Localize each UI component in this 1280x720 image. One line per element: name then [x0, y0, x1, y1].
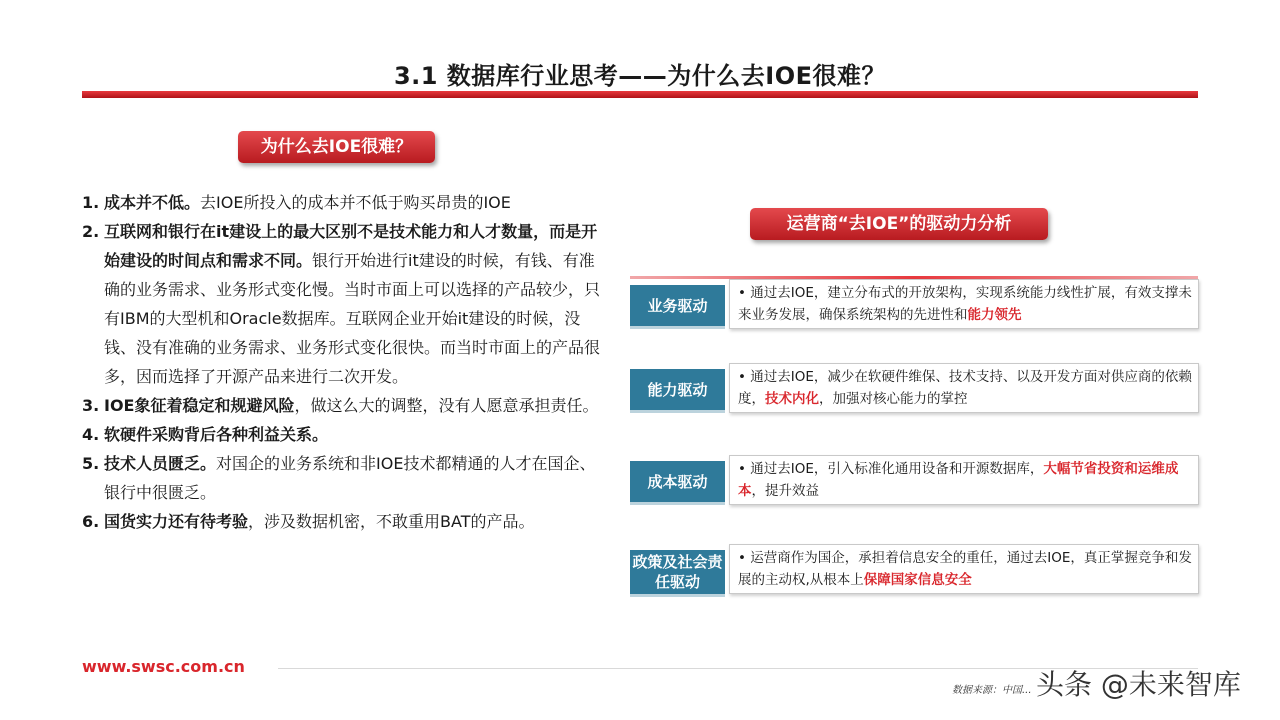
reason-item: 3. IOE象征着稳定和规避风险，做这么大的调整，没有人愿意承担责任。 [82, 396, 599, 415]
driver-label: 业务驱动 [630, 285, 725, 329]
driver-description: • 通过去IOE，建立分布式的开放架构，实现系统能力线性扩展，有效支撑未来业务发展，确保系统架构的先进性和能力领先 [729, 279, 1199, 329]
source-note: 数据来源：中国... [952, 685, 1032, 696]
reason-item: 2. 互联网和银行在it建设上的最大区别不是技术能力和人才数量，而是开始建设的时间点和需求不同。银行开始进行it建设的时候，有钱、有准确的业务需求、业务形式变化慢。当时市面上可以选择的产品较少，只有IBM的大型机和Oracle数据库。互联网企业开始it建设的时候，没钱、没有准确的业务需求、业务形式变化很快。而当时市面上的产品很多，因而选择了开源产品来进行二次开发。 [82, 222, 601, 386]
driver-description: • 通过去IOE，引入标准化通用设备和开源数据库，大幅节省投资和运维成本，提升效益 [729, 455, 1199, 505]
reason-item: 5. 技术人员匮乏。对国企的业务系统和非IOE技术都精通的人才在国企、银行中很匮乏。 [82, 454, 596, 502]
driver-label: 能力驱动 [630, 369, 725, 413]
watermark: 头条 @未来智库 [1036, 668, 1241, 701]
page-title: 3.1 数据库行业思考——为什么去IOE很难？ [393, 62, 887, 90]
reason-item: 4. 软硬件采购背后各种利益关系。 [82, 425, 329, 444]
driver-description: • 通过去IOE，减少在软硬件维保、技术支持、以及开发方面对供应商的依赖度，技术内化，加强对核心能力的掌控 [729, 363, 1199, 413]
reason-item: 1. 成本并不低。去IOE所投入的成本并不低于购买昂贵的IOE [82, 193, 511, 212]
reason-item: 6. 国货实力还有待考验，涉及数据机密，不敢重用BAT的产品。 [82, 512, 535, 531]
reasons-list [82, 188, 602, 536]
left-section-pill: 为什么去IOE很难？ [238, 131, 435, 163]
title-underline [82, 91, 1198, 98]
driver-label: 政策及社会责任驱动 [630, 550, 725, 597]
driver-description: • 运营商作为国企，承担着信息安全的重任，通过去IOE，真正掌握竞争和发展的主动权,从根本上保障国家信息安全 [729, 544, 1199, 594]
right-section-pill: 运营商“去IOE”的驱动力分析 [750, 208, 1048, 240]
footer-url: www.swsc.com.cn [82, 657, 245, 676]
driver-label: 成本驱动 [630, 461, 725, 505]
